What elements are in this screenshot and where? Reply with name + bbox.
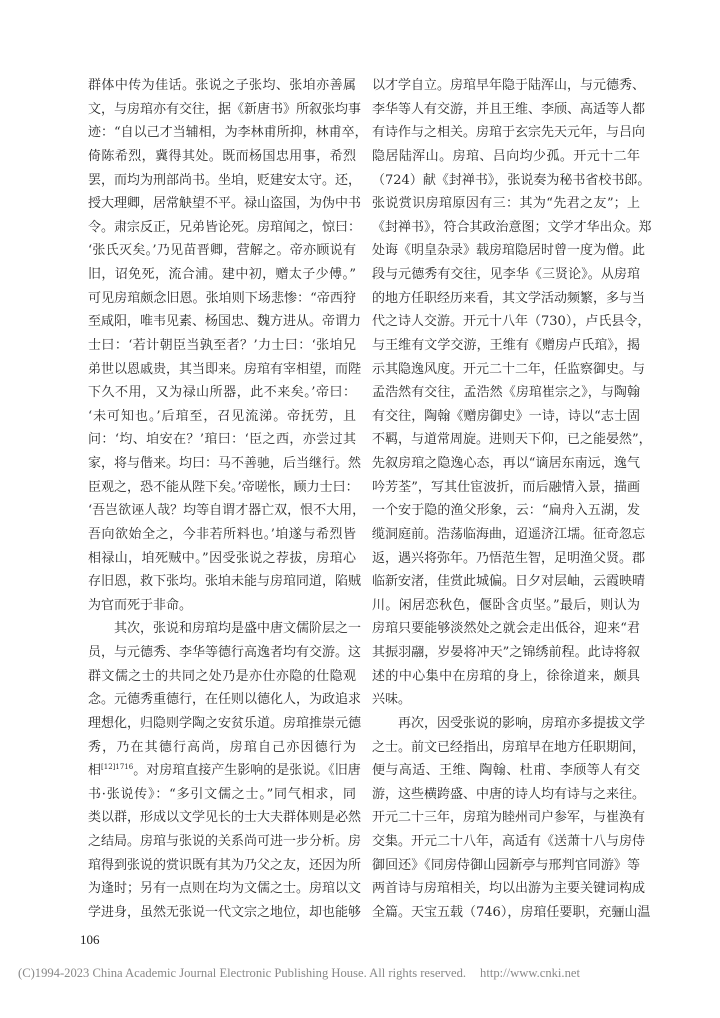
text-line — [88, 783, 356, 807]
line-text: 先叙房琯之隐逸心态，再以“谪居东南远，逸气 — [372, 456, 640, 471]
text-line — [88, 452, 362, 476]
text-line — [88, 263, 356, 287]
text-line — [372, 216, 652, 240]
line-text: 至咸阳，唯韦见素、杨国忠、魏方进从。帝谓力 — [88, 314, 362, 330]
line-text: 缆洞庭前。浩荡临海曲，迢遥济江壖。征奇忽忘 — [372, 526, 646, 542]
line-text: 其次，张说和房琯均是盛中唐文儒阶层之一 — [114, 621, 362, 637]
text-line — [372, 476, 640, 500]
text-line — [372, 358, 646, 382]
line-text: 隐居陆浑山。房琯、吕向均少孤。开元十二年 — [372, 148, 640, 164]
line-text: 孟浩然有交往，孟浩然《房琯崔宗之》，与陶翰 — [372, 385, 640, 401]
line-text: 罢，而均为刑部尚书。坐垍，贬建安太守。还， — [88, 172, 362, 188]
text-line — [88, 239, 356, 263]
text-line — [372, 334, 640, 358]
text-line — [88, 806, 362, 830]
text-line — [372, 641, 640, 665]
line-text: 群文儒之士的共同之处乃是亦仕亦隐的仕隐观 — [88, 668, 356, 684]
text-line — [372, 688, 640, 712]
text-line — [372, 594, 640, 618]
line-text: 李华等人有交游，并且王维、李颀、高适等人都 — [372, 101, 646, 117]
text-line — [88, 736, 356, 760]
text-line — [372, 736, 646, 760]
text-line — [88, 901, 362, 925]
line-text: 兴味。 — [372, 692, 412, 708]
line-text: ‘张氏灭矣。’乃见苗晋卿，营解之。帝亦顾说有 — [88, 243, 356, 259]
line-text: 游，这些横跨盛、中唐的诗人均有诗与之来往。 — [372, 786, 646, 802]
line-text: 臣观之，恐不能从陛下矣。’帝嗟怅，顾力士曰： — [88, 479, 359, 495]
line-text: 弟世以恩戚贵，其当即来。房琯有宰相望，而陛 — [88, 361, 362, 377]
line-text: 家，将与偕来。均曰：马不善驰，后当继行。然 — [88, 456, 362, 471]
line-text: 之结局。房琯与张说的关系尚可进一步分析。房 — [88, 834, 362, 849]
line-text: 旧，诏免死，流合浦。建中初，赠太子少傅。” — [88, 267, 356, 282]
text-line — [88, 547, 356, 571]
line-text: 吾向欲始全之，今非若所料也。’垍遂与希烈皆 — [88, 526, 356, 542]
text-line — [372, 381, 640, 405]
line-text: 再次，因受张说的影响，房琯亦多提拔文学 — [398, 715, 646, 731]
text-line — [88, 570, 362, 594]
text-line — [372, 74, 646, 98]
line-text: 全篇。天宝五载（746），房琯任要职，充骊山温 — [372, 904, 651, 920]
text-line — [88, 854, 362, 878]
text-line — [88, 759, 361, 783]
text-line — [88, 830, 362, 854]
line-text: 书·张说传》：“多引文儒之士。”同气相求，同 — [88, 786, 356, 802]
page-number: 106 — [80, 932, 100, 947]
line-text: 员，与元德秀、李华等德行高逸者均有交游。这 — [88, 645, 362, 660]
line-text: 问：‘均、垍安在？’琯曰：‘臣之西，亦尝过其 — [88, 432, 356, 448]
line-text: 其振羽翮，岁晏将冲天”之锦绣前程。此诗将叙 — [372, 645, 640, 660]
text-line — [372, 759, 640, 783]
line-text: 学进身，虽然无张说一代文宗之地位，却也能够 — [88, 904, 362, 920]
text-line — [88, 499, 366, 523]
line-text: 交集。开元二十八年，高适有《送萧十八与房侍 — [372, 834, 646, 849]
right-column — [372, 74, 652, 925]
text-line — [372, 192, 640, 216]
text-line — [372, 783, 646, 807]
text-line — [88, 98, 362, 122]
line-text: 吟芳荃”，写其仕宦波折，而后融情入景，描画 — [372, 479, 640, 495]
line-text: ‘吾岂欲诬人哉？均等自谓才器亡双，恨不大用， — [88, 503, 366, 519]
line-text: ‘未可知也。’后琯至，召见流涕。帝抚劳，且 — [88, 408, 356, 424]
line-text: 秀，乃在其德行高尚，房琯自己亦因德行为 — [88, 739, 356, 755]
left-column — [88, 74, 368, 925]
line-text: 代之诗人交游。开元十八年（730），卢氏县令， — [372, 314, 651, 330]
text-line — [88, 712, 362, 736]
text-line — [88, 334, 356, 358]
text-line — [88, 192, 362, 216]
line-text: 张说赏识房琯原因有三：其为“先君之友”；上 — [372, 196, 640, 212]
text-line — [88, 381, 356, 405]
text-line — [88, 74, 356, 98]
text-line — [372, 499, 640, 523]
text-line — [372, 121, 646, 145]
line-text: 相 — [88, 763, 102, 779]
line-text: 处诲《明皇杂录》载房琯隐居时曾一度为僧。此 — [372, 243, 646, 259]
citation-superscript: [12]1716 — [101, 763, 134, 772]
line-text: 相禄山，垍死贼中。”因受张说之荐拔，房琯心 — [88, 550, 356, 566]
copyright-text: (C)1994-2023 China Academic Journal Electronic Publishing House. All rights reserved. — [18, 966, 467, 980]
line-text: 授大理卿，居常觖望不平。禄山盗国，为伪中书 — [88, 196, 362, 212]
text-line — [88, 121, 368, 145]
text-line — [372, 901, 651, 925]
text-line — [372, 617, 640, 641]
line-text: 士曰：‘若计朝臣当孰至者？’力士曰：‘张垍兄 — [88, 337, 356, 353]
line-text: 以才学自立。房琯早年隐于陆浑山，与元德秀、 — [372, 78, 646, 93]
line-text: 临新安渚，佳赏此城偏。日夕对层岫，云霞映晴 — [372, 574, 646, 590]
text-line — [88, 216, 362, 240]
text-line — [372, 665, 640, 689]
line-text: 示其隐逸风度。开元二十二年，任监察御史。与 — [372, 361, 646, 377]
line-text: 理想化，归隐则学陶之安贫乐道。房琯推崇元德 — [88, 715, 362, 731]
text-line — [88, 405, 356, 429]
line-text: 下久不用，又为禄山所器，此不来矣。’帝曰： — [88, 385, 356, 401]
line-text: 返，遇兴将弥年。乃悟范生智，足明渔父贤。郡 — [372, 550, 646, 566]
text-line — [372, 310, 651, 334]
line-text: 便与高适、王维、陶翰、杜甫、李颀等人有交 — [372, 763, 640, 779]
line-text-after: 。对房琯直接产生影响的是张说。《旧唐 — [133, 763, 361, 779]
line-text: 类以群，形成以文学见长的士大夫群体则是必然 — [88, 810, 362, 826]
text-line — [372, 877, 646, 901]
line-text: 的地方任职经历来看，其文学活动频繁，多与当 — [372, 290, 646, 306]
line-text: 房琯只要能够淡然处之就会走出低谷，迎来“君 — [372, 621, 640, 637]
line-text: 御回还》《同房侍御山园新亭与邢判官同游》等 — [372, 857, 640, 873]
text-line — [88, 310, 362, 334]
line-text: 不羁，与道常周旋。进则天下仰，已之能晏然”， — [372, 432, 652, 448]
line-text: 段与元德秀有交往，见李华《三贤论》。从房琯 — [372, 267, 640, 282]
text-line — [372, 239, 646, 263]
text-line — [88, 594, 356, 618]
text-line — [372, 405, 640, 429]
text-line — [372, 428, 652, 452]
text-line — [88, 287, 356, 311]
text-line — [88, 665, 356, 689]
text-line — [88, 145, 356, 169]
text-line — [372, 830, 646, 854]
line-text: 两首诗与房琯相关，均以出游为主要关键词构成 — [372, 881, 646, 897]
line-text: 为官而死于非命。 — [88, 597, 193, 613]
line-text: 令。肃宗反正，兄弟皆论死。房琯闻之，惊曰： — [88, 219, 362, 235]
line-text: 琯得到张说的赏识既有其为乃父之友，还因为所 — [88, 857, 362, 873]
line-text: 有诗作与之相关。房琯于玄宗先天元年，与吕向 — [372, 125, 646, 141]
line-text: 可见房琯颇念旧恩。张垍则下场悲惨：“帝西狩 — [88, 290, 356, 306]
text-line — [88, 169, 362, 193]
line-text: 述的中心集中在房琯的身上，徐徐道来，颇具 — [372, 668, 640, 684]
line-text: 念。元德秀重德行，在任则以德化人，为政追求 — [88, 692, 362, 708]
line-text: 倚陈希烈，冀得其处。既而杨国忠用事，希烈 — [88, 148, 356, 164]
text-line — [372, 547, 646, 571]
text-line — [372, 287, 646, 311]
line-text: 文，与房琯亦有交往，据《新唐书》所叙张均事 — [88, 101, 362, 117]
text-line — [372, 570, 646, 594]
text-line — [88, 641, 362, 665]
text-line — [88, 617, 362, 641]
footer-url: http://www.cnki.net — [480, 966, 580, 980]
line-text: 之士。前文已经指出，房琯早在地方任职期间， — [372, 739, 646, 755]
line-text: 与王维有文学交游，王维有《赠房卢氏琯》，揭 — [372, 337, 640, 353]
text-line — [372, 145, 640, 169]
text-line — [88, 428, 356, 452]
text-line — [372, 712, 646, 736]
line-text: 有交往，陶翰《赠房御史》一诗，诗以“志士固 — [372, 408, 640, 424]
line-text: 迹：“自以己才当辅相，为李林甫所抑，林甫卒， — [88, 125, 368, 141]
text-line — [372, 523, 646, 547]
line-text: 存旧恩，救下张均。张垍未能与房琯同道，陷贼 — [88, 574, 362, 590]
copyright-footer — [18, 966, 580, 981]
text-line — [88, 358, 362, 382]
text-line — [372, 98, 646, 122]
line-text: 川。闲居恋秋色，偃卧含贞坚。”最后，则认为 — [372, 597, 640, 613]
text-line — [372, 806, 646, 830]
text-line — [88, 877, 362, 901]
line-text: 一个安于隐的渔父形象，云：“扁舟入五湖，发 — [372, 503, 640, 519]
line-text: 为逢时；另有一点则在均为文儒之士。房琯以文 — [88, 881, 362, 897]
line-text: 群体中传为佳话。张说之子张均、张垍亦善属 — [88, 78, 356, 93]
text-line — [88, 688, 362, 712]
text-line — [372, 452, 640, 476]
text-line — [88, 476, 359, 500]
text-line — [372, 169, 651, 193]
line-text: 《封禅书》，符合其政治意图；文学才华出众。郑 — [372, 219, 652, 235]
line-text: （724）献《封禅书》，张说奏为秘书省校书郎。 — [372, 172, 651, 188]
line-text: 开元二十三年，房琯为睦州司户参军，与崔涣有 — [372, 810, 646, 826]
text-line — [372, 263, 640, 287]
text-line — [372, 854, 640, 878]
text-line — [88, 523, 356, 547]
